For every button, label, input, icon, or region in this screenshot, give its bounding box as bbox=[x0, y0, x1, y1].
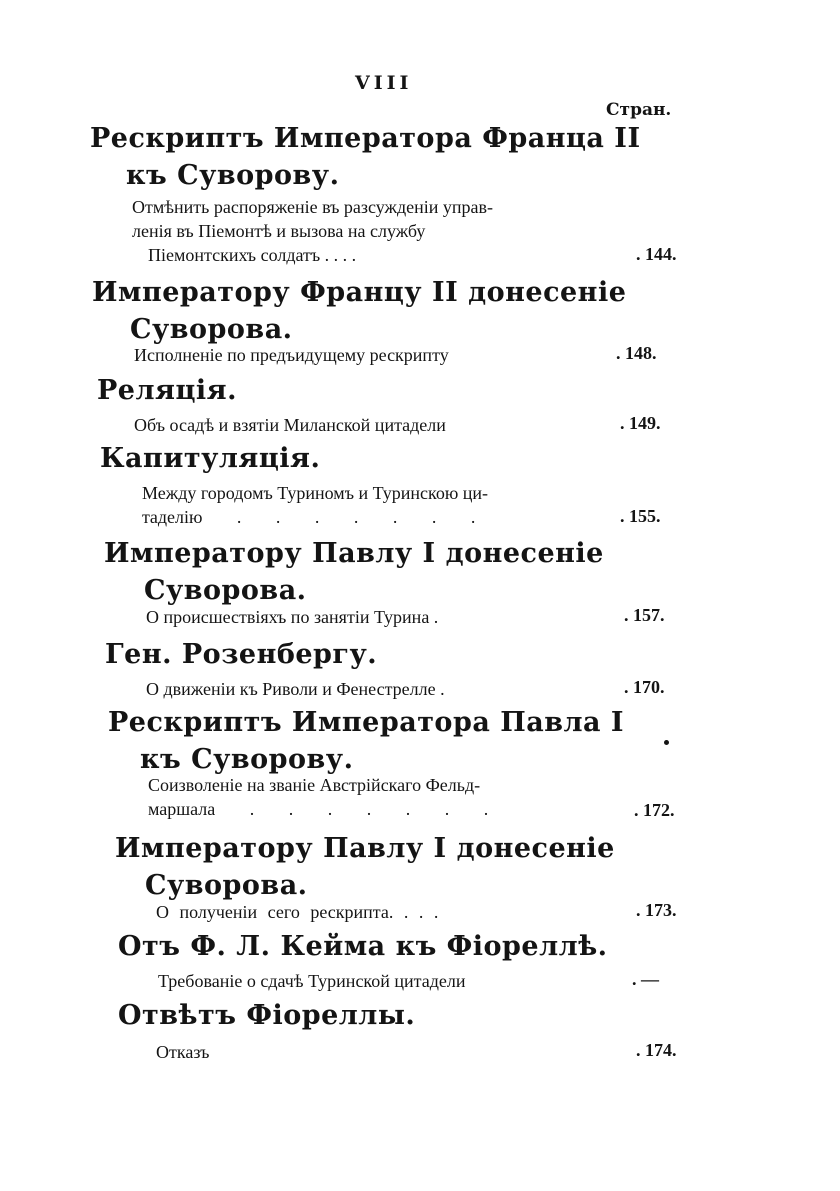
toc-entry-title-line: Рескриптъ Императора Павла I bbox=[108, 707, 625, 738]
toc-entry-desc-line: Отказъ bbox=[156, 1042, 210, 1062]
toc-entry-desc-line: тaделію . . . . . . . bbox=[142, 507, 476, 527]
toc-entry-page: . 170. bbox=[624, 677, 665, 697]
toc-entry-title bbox=[100, 440, 320, 477]
toc-entry-desc-line: маршала . . . . . . . bbox=[148, 799, 489, 819]
toc-entry-description bbox=[132, 195, 493, 267]
toc-entry-title bbox=[92, 274, 626, 348]
toc-entry-title-line: Суворова. bbox=[145, 870, 308, 901]
toc-entry-title-line: Капитуляція. bbox=[100, 443, 321, 474]
toc-entry-page: . 149. bbox=[620, 413, 661, 433]
toc-entry-page: . 173. bbox=[636, 900, 677, 920]
toc-entry-page: . — bbox=[632, 969, 659, 989]
toc-entry-title bbox=[90, 120, 641, 194]
toc-entry-page: . 144. bbox=[636, 244, 677, 264]
toc-entry-page: . 148. bbox=[616, 343, 657, 363]
toc-entry-title-line: Рескриптъ Императора Франца II bbox=[90, 123, 641, 154]
toc-entry-desc-line: Соизволеніе на званіе Австрійскаго Фельд- bbox=[148, 775, 481, 795]
toc-entry-title-line: Отвѣтъ Фіореллы. bbox=[118, 1000, 416, 1031]
toc-entry-description bbox=[146, 677, 445, 701]
page-column-header: Стран. bbox=[606, 100, 672, 120]
toc-entry-title bbox=[105, 636, 377, 673]
toc-entry-description bbox=[142, 481, 488, 529]
toc-entry-page: . 155. bbox=[620, 506, 661, 526]
toc-entry-title-line: Суворова. bbox=[144, 575, 307, 606]
toc-entry-page: . 174. bbox=[636, 1040, 677, 1060]
toc-entry-title-line: Императору Павлу I донесеніе bbox=[115, 833, 615, 864]
toc-entry-desc-line: О происшествіяхъ по занятіи Турина . bbox=[146, 607, 439, 627]
ink-speck bbox=[664, 740, 669, 745]
toc-entry-description bbox=[134, 413, 446, 437]
toc-entry-title-line: къ Суворову. bbox=[126, 160, 340, 191]
toc-entry-title-line: Суворова. bbox=[130, 314, 293, 345]
toc-entry-desc-line: Объ осадѣ и взятіи Миланской цитадели bbox=[134, 415, 446, 435]
toc-entry-title bbox=[104, 535, 604, 609]
toc-entry-description bbox=[158, 969, 466, 993]
toc-entry-description bbox=[156, 900, 438, 924]
toc-entry-title-line: Ген. Розенбергу. bbox=[105, 639, 378, 670]
toc-entry-title-line: Императору Францу II донесеніе bbox=[92, 277, 627, 308]
toc-entry-desc-line: Исполненіе по предъидущему рескрипту bbox=[134, 345, 449, 365]
toc-entry-desc-line: Піемонтскихъ солдатъ . . . . bbox=[148, 245, 357, 265]
toc-entry-description bbox=[146, 605, 438, 629]
toc-entry-description bbox=[148, 773, 488, 821]
toc-entry-page: . 172. bbox=[634, 800, 675, 820]
toc-entry-title-line: Императору Павлу I донесеніе bbox=[104, 538, 604, 569]
toc-entry-title bbox=[115, 830, 615, 904]
toc-entry-desc-line: О движеніи къ Риволи и Фенестрелле . bbox=[146, 679, 445, 699]
toc-entry-title bbox=[118, 997, 415, 1034]
toc-entry-desc-line: ленія въ Піемонтѣ и вызова на службу bbox=[132, 221, 426, 241]
toc-entry-description bbox=[134, 343, 449, 367]
toc-entry-description bbox=[156, 1040, 209, 1064]
toc-entry-desc-line: О полученіи сего рескрипта. . . . bbox=[156, 902, 439, 922]
toc-entry-title-line: къ Суворову. bbox=[140, 744, 354, 775]
toc-entry-desc-line: Требованіе о сдачѣ Туринской цитадели bbox=[158, 971, 466, 991]
toc-entry-title bbox=[97, 372, 237, 409]
toc-entry-title-line: Реляція. bbox=[97, 375, 238, 406]
page-number: VIII bbox=[355, 72, 413, 94]
toc-entry-title-line: Отъ Ф. Л. Кейма къ Фіореллѣ. bbox=[118, 931, 608, 962]
toc-entry-title bbox=[108, 704, 624, 778]
toc-entry-desc-line: Отмѣнить распоряженіе въ разсужденіи управ- bbox=[132, 197, 494, 217]
toc-entry-desc-line: Между городомъ Туриномъ и Туринскою ци- bbox=[142, 483, 489, 503]
toc-entry-page: . 157. bbox=[624, 605, 665, 625]
toc-entry-title bbox=[118, 928, 608, 965]
